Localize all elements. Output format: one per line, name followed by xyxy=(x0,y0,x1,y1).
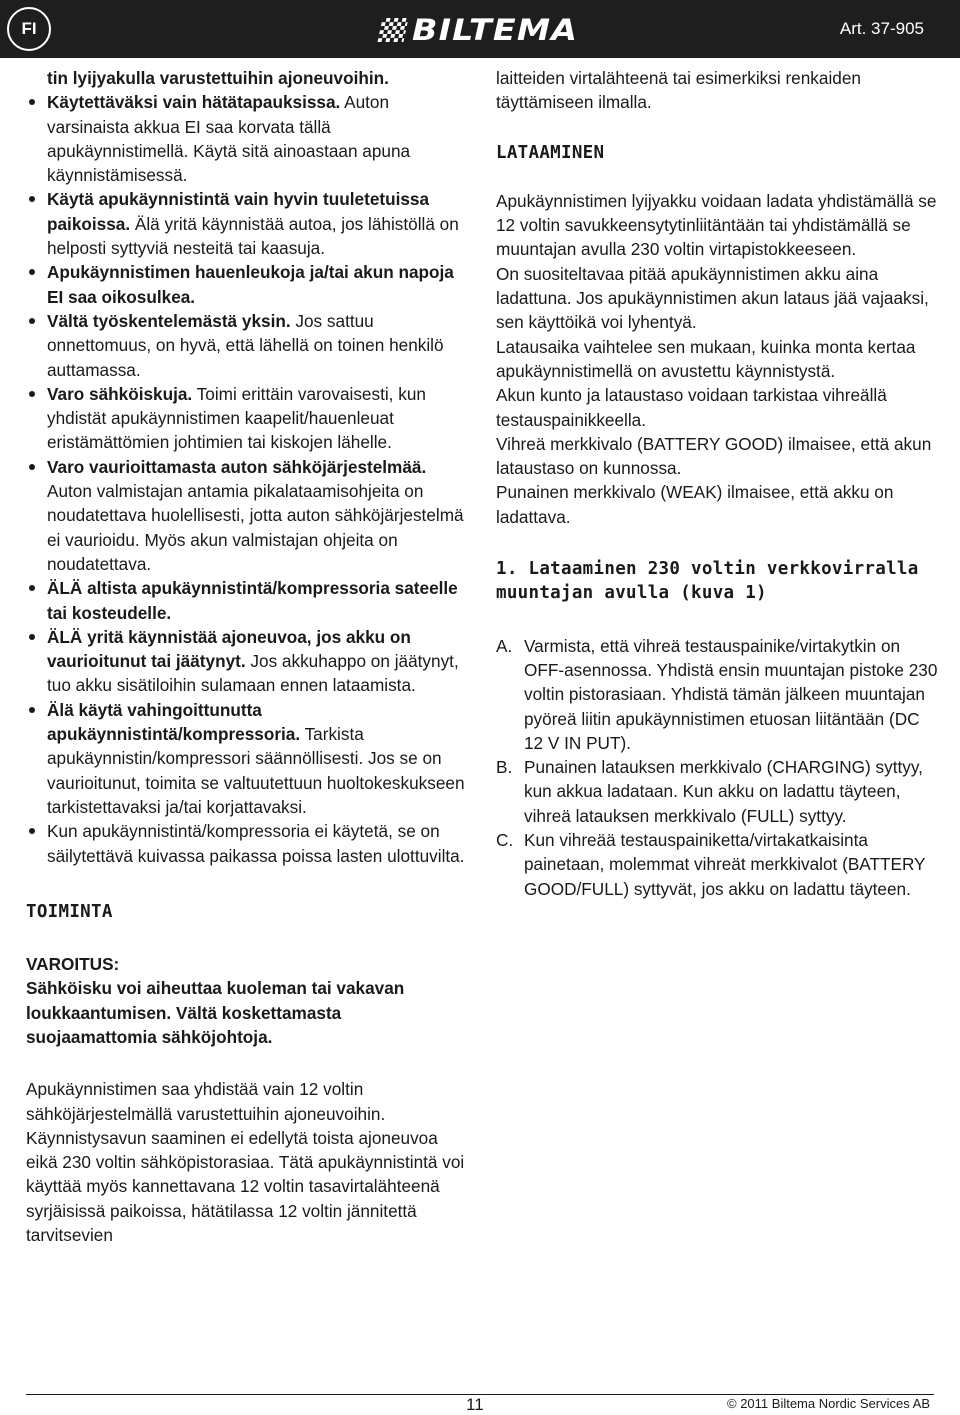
charging-steps xyxy=(496,634,942,901)
charging-paragraph: Latausaika vaihtelee sen mukaan, kuinka monta kertaa apukäynnistimellä on avustettu käynnistystä. xyxy=(496,336,916,381)
list-item: Käytä apukäynnistintä vain hyvin tuuletetuissa paikoissa. Älä yritä käynnistää autoa, jos lähistöllä on helposti syttyviä nesteitä tai kaasuja. xyxy=(26,187,466,260)
charging-paragraph: On suositeltavaa pitää apukäynnistimen akku aina ladattuna. Jos apukäynnistimen akun lataus jää vajaaksi, sen käyttöikä voi lyhentyä. xyxy=(496,263,929,333)
page-number: 11 xyxy=(466,1395,484,1414)
continuation-paragraph: laitteiden virtalähteenä tai esimerkiksi renkaiden täyttämiseen ilmalla. xyxy=(496,68,861,113)
list-item: ÄLÄ yritä käynnistää ajoneuvoa, jos akku on vaurioitunut tai jäätynyt. Jos akkuhappo on jäätynyt, tuo akku sisätiloihin sulamaan ennen lataamista. xyxy=(26,625,466,698)
list-item: C. Kun vihreää testauspainiketta/virtakatkaisinta painetaan, molemmat vihreät merkkivalot (BATTERY GOOD/FULL) syttyvät, jos akku on ladattu täyteen. xyxy=(496,830,926,899)
operation-paragraph: Apukäynnistimen saa yhdistää vain 12 voltin sähköjärjestelmällä varustettuihin ajoneuvoihin. Käynnistysavun saaminen ei edellytä toista ajoneuvoa eikä 230 voltin sähköpistorasiaa. Tätä apukäynnistintä voi käyttää myös kannettavana 12 voltin tasavirtalähteenä syrjäisissä paikoissa, hätätilassa 12 voltin jännitettä tarvitsevien xyxy=(26,1079,465,1246)
charging-paragraph: Punainen merkkivalo (WEAK) ilmaisee, että akku on ladattava. xyxy=(496,482,894,527)
brand-logo xyxy=(380,13,579,47)
warning-label: VAROITUS: xyxy=(26,954,120,975)
list-item: Kun apukäynnistintä/kompressoria ei käytetä, se on säilytettävä kuivassa paikassa poissa lasten ulottuvilta. xyxy=(26,819,466,868)
section-heading-1: 1. Lataaminen 230 voltin verkkovirralla muuntajan avulla (kuva 1) xyxy=(496,559,919,604)
checkered-flag-icon xyxy=(377,18,408,42)
list-item: B. Punainen latauksen merkkivalo (CHARGING) syttyy, kun akkua ladataan. Kun akku on ladattu täyteen, vihreä latauksen merkkivalo (FULL) syttyy. xyxy=(496,757,923,826)
section-heading-toiminta: TOIMINTA xyxy=(26,901,113,922)
list-item: A. Varmista, että vihreä testauspainike/virtakytkin on OFF-asennossa. Yhdistä ensin muuntajan pistoke 230 voltin pistorasiaan. Yhdistä tämän jälkeen muuntajan pyöreä liitin apukäynnistimen etuosan liitäntään (DC 12 V IN PUT). xyxy=(496,635,938,753)
list-item: Vältä työskentelemästä yksin. Jos sattuu onnettomuus, on hyvä, että lähellä on toinen henkilö auttamassa. xyxy=(26,309,466,382)
charging-paragraph: Akun kunto ja lataustaso voidaan tarkistaa vihreällä testauspainikkeella. xyxy=(496,385,887,430)
charging-paragraph: Vihreä merkkivalo (BATTERY GOOD) ilmaisee, että akun lataustaso on kunnossa. xyxy=(496,433,932,479)
copyright-notice: © 2011 Biltema Nordic Services AB xyxy=(727,1396,930,1411)
intro-continuation: tin lyijyakulla varustettuihin ajoneuvoihin. xyxy=(47,68,389,88)
brand-name: BILTEMA xyxy=(412,13,579,47)
article-number: Art. 37-905 xyxy=(839,19,924,38)
section-heading-lataaminen: LATAAMINEN xyxy=(496,142,605,163)
list-item: Käytettäväksi vain hätätapauksissa. Auton varsinaista akkua EI saa korvata tällä apukäynnistimellä. Käytä sitä ainoastaan apuna käynnistämisessä. xyxy=(26,90,466,187)
list-item: ÄLÄ altista apukäynnistintä/kompressoria sateelle tai kosteudelle. xyxy=(26,576,466,625)
list-item: Apukäynnistimen hauenleukoja ja/tai akun napoja EI saa oikosulkea. xyxy=(26,260,466,309)
right-column xyxy=(496,66,942,901)
language-badge: FI xyxy=(7,7,51,51)
left-column xyxy=(26,66,466,1247)
charging-paragraph: Apukäynnistimen lyijyakku voidaan ladata yhdistämällä se 12 voltin savukkeensytytinliitäntään tai yhdistämällä se muuntajan avulla 230 voltin virtapistokkeeseen. xyxy=(496,190,937,260)
safety-list xyxy=(26,90,466,868)
list-item: Älä käytä vahingoittunutta apukäynnistintä/kompressoria. Tarkista apukäynnistin/kompressori säännöllisesti. Jos se on vaurioitunut, toimita se valtuutettuun huoltokeskukseen tarkistettavaksi ja/tai korjattavaksi. xyxy=(26,698,466,819)
warning-text: Sähköisku voi aiheuttaa kuoleman tai vakavan loukkaantumisen. Vältä koskettamasta suojaamattomia sähköjohtoja. xyxy=(26,978,405,1047)
page-header xyxy=(0,0,960,58)
list-item: Varo vaurioittamasta auton sähköjärjestelmää. Auton valmistajan antamia pikalataamisohjeita on noudatettava huolellisesti, jotta auton sähköjärjestelmä ei vaurioidu. Myös akun valmistajan ohjeita on noudatettava. xyxy=(26,455,466,576)
list-item: Varo sähköiskuja. Toimi erittäin varovaisesti, kun yhdistät apukäynnistimen kaapelit/hauenleuat eristämättömien johtimien tai kiskojen lähelle. xyxy=(26,382,466,455)
